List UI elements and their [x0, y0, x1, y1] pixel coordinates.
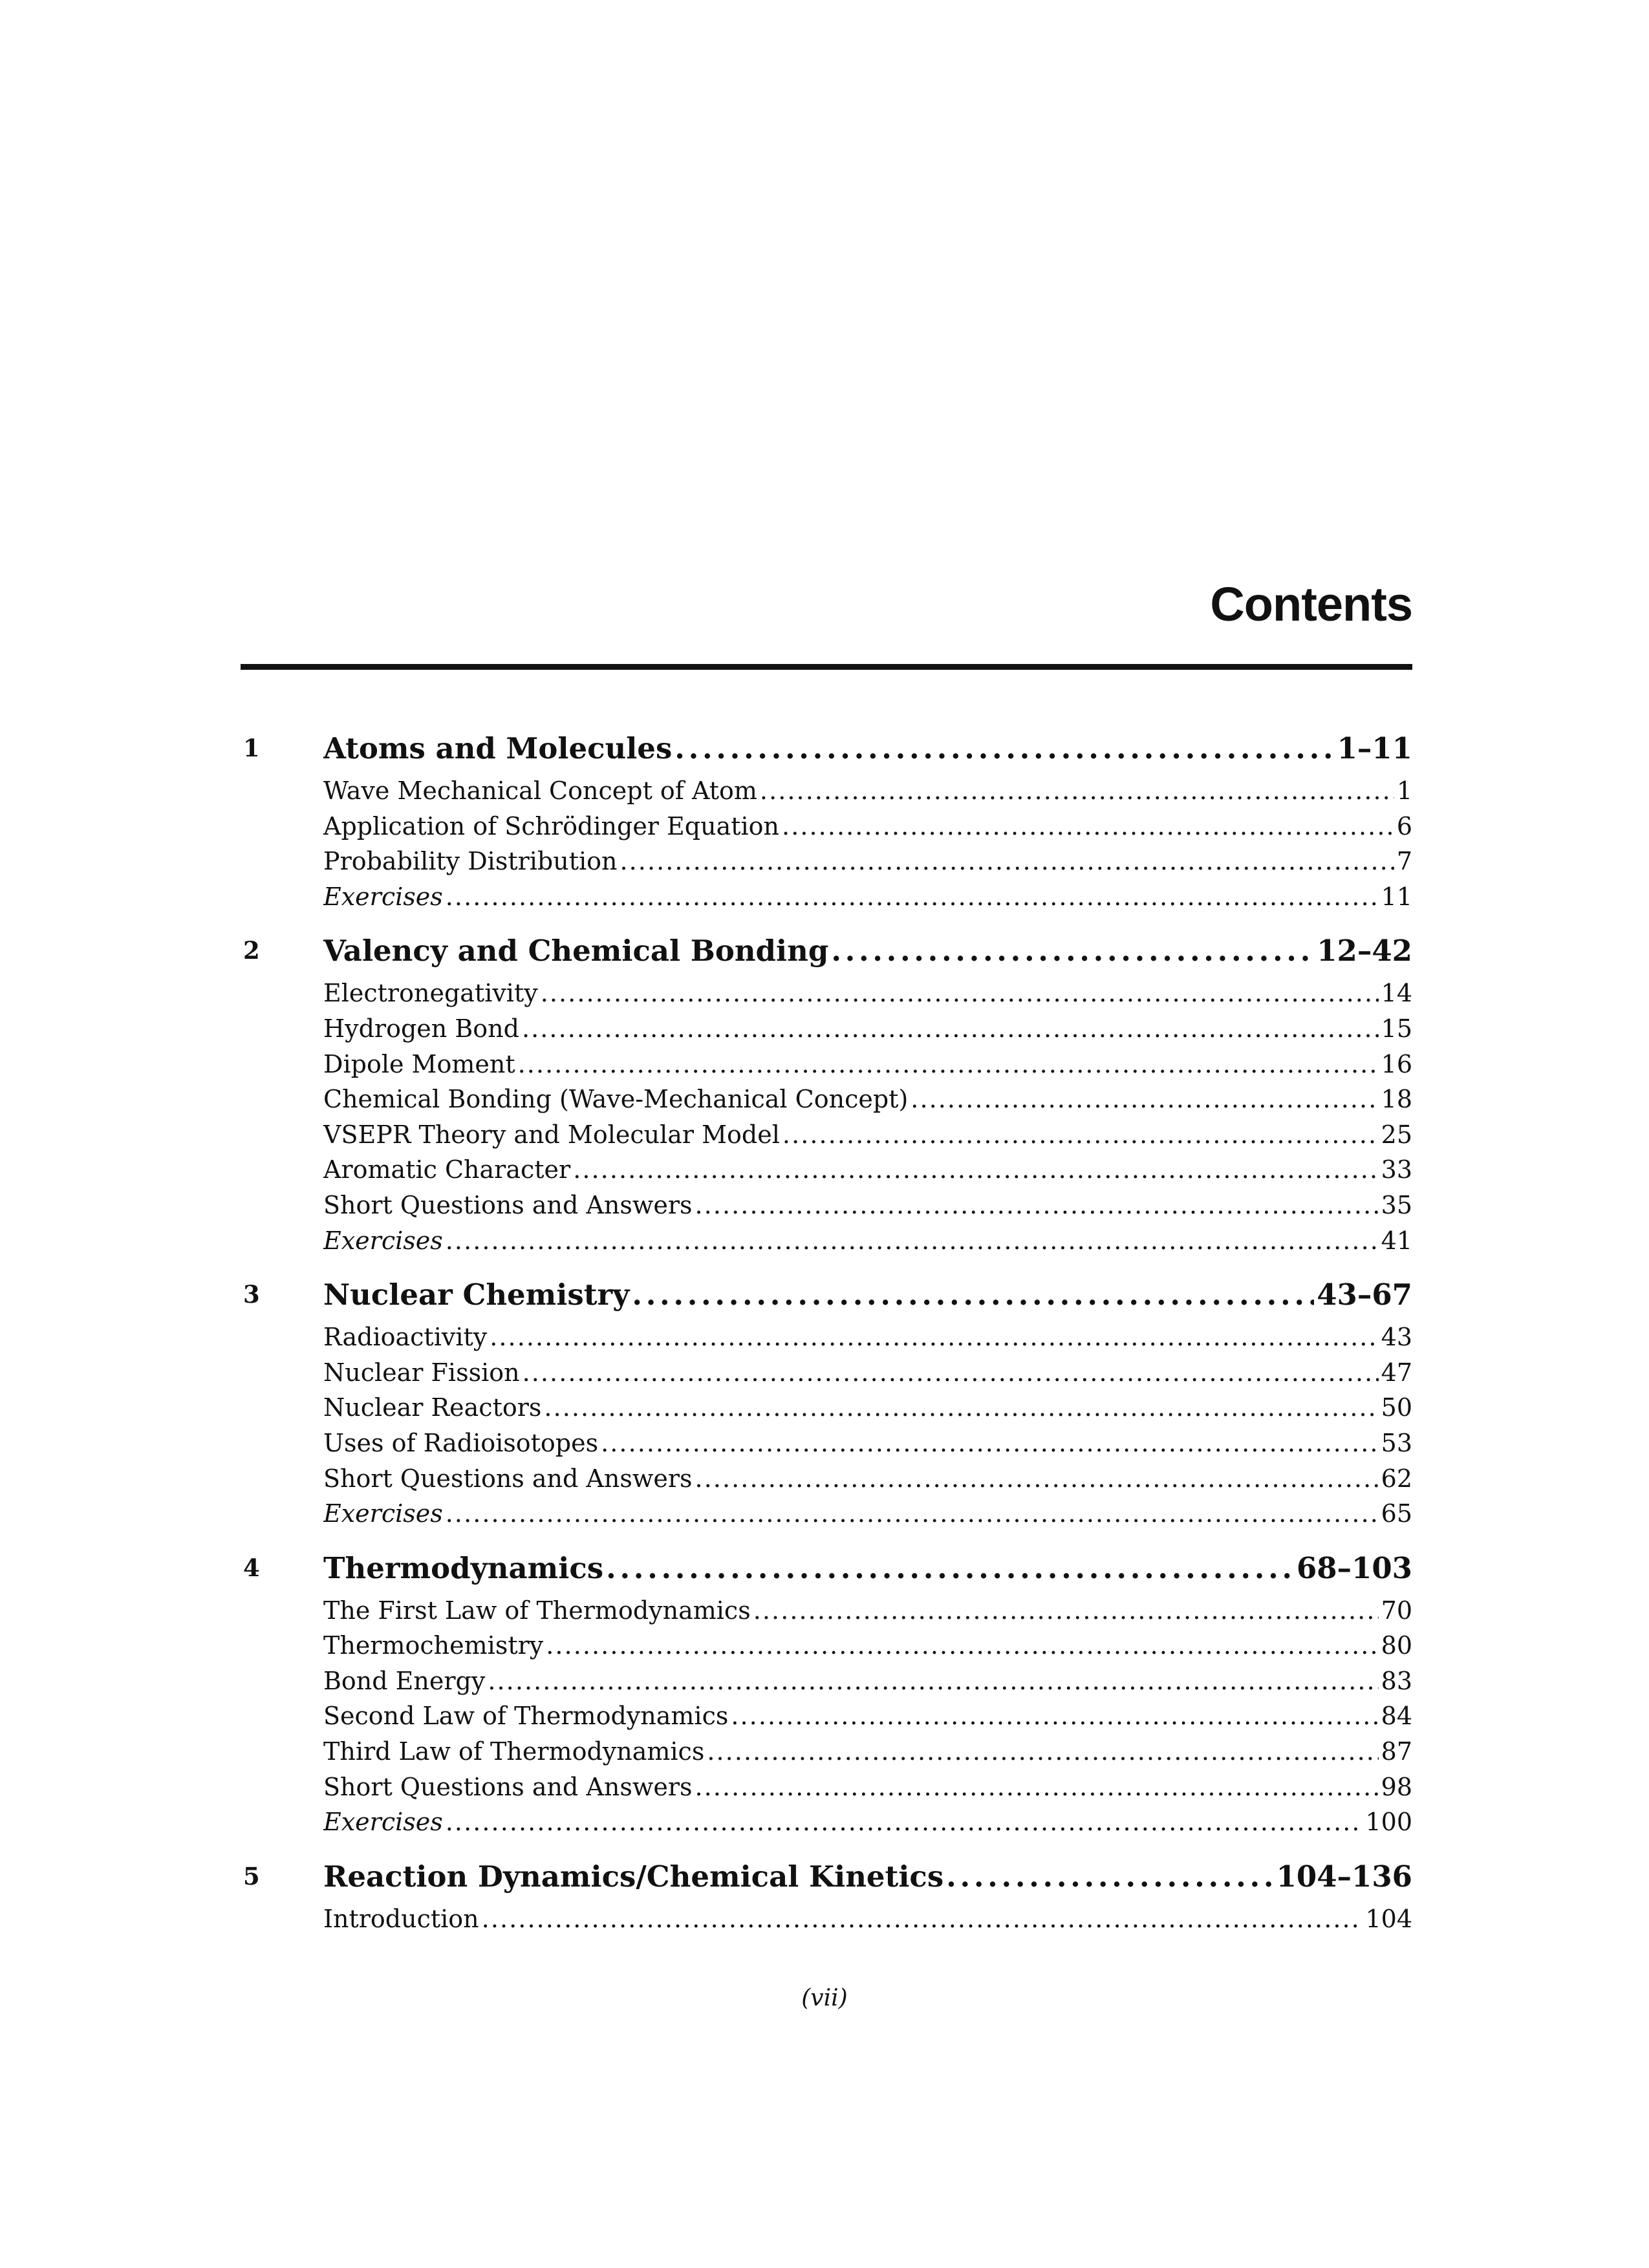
entry-label: Radioactivity [323, 1323, 488, 1352]
entry-label: Nuclear Fission [323, 1358, 520, 1387]
chapter-page-range: 68–103 [1296, 1550, 1412, 1585]
dot-leader [541, 976, 1379, 1011]
chapter-page-range: 12–42 [1317, 934, 1412, 968]
entry-page: 83 [1381, 1666, 1412, 1695]
dot-leader [695, 1770, 1379, 1805]
entry-page: 62 [1381, 1464, 1412, 1493]
toc-entry[interactable] [323, 1426, 1412, 1461]
entry-label: Dipole Moment [323, 1049, 515, 1078]
dot-leader [488, 1664, 1378, 1699]
toc-entry[interactable] [323, 1152, 1412, 1188]
chapter-title: Atoms and Molecules [323, 731, 673, 765]
entry-page: 98 [1381, 1772, 1412, 1801]
entry-page: 65 [1381, 1499, 1412, 1528]
dot-leader [760, 773, 1394, 809]
entry-page: 100 [1365, 1808, 1412, 1837]
chapter-page-range: 1–11 [1337, 731, 1412, 765]
dot-leader [523, 1355, 1379, 1391]
chapter-2 [241, 926, 1412, 1258]
entry-label: Short Questions and Answers [323, 1464, 693, 1493]
entry-label: Exercises [323, 1808, 443, 1837]
entry-page: 41 [1381, 1226, 1412, 1255]
dot-leader [518, 1047, 1379, 1082]
dot-leader [482, 1901, 1363, 1937]
chapter-number: 2 [243, 936, 260, 965]
chapter-heading[interactable] [323, 1544, 1412, 1593]
dot-leader [911, 1082, 1378, 1117]
entry-label: Bond Energy [323, 1666, 486, 1695]
entry-page: 104 [1365, 1904, 1412, 1933]
entry-page: 25 [1381, 1120, 1412, 1149]
toc-entry[interactable] [323, 1082, 1412, 1117]
toc-entry[interactable] [323, 1117, 1412, 1153]
toc-entry[interactable] [323, 1390, 1412, 1426]
toc-entry[interactable] [323, 1901, 1412, 1937]
dot-leader [601, 1426, 1379, 1461]
entry-label: Probability Distribution [323, 847, 618, 876]
entry-label: Third Law of Thermodynamics [323, 1737, 705, 1766]
entry-label: Short Questions and Answers [323, 1190, 693, 1219]
entry-page: 43 [1381, 1323, 1412, 1352]
chapter-page-range: 104–136 [1276, 1859, 1412, 1894]
entry-label: Thermochemistry [323, 1631, 544, 1660]
chapter-number: 1 [243, 734, 260, 762]
toc-entry[interactable] [323, 976, 1412, 1011]
page-title: Contents [1210, 577, 1412, 631]
dot-leader [831, 926, 1314, 976]
dot-leader [707, 1734, 1378, 1770]
chapter-title: Valency and Chemical Bonding [323, 934, 829, 968]
dot-leader [573, 1152, 1378, 1188]
entry-label: Hydrogen Bond [323, 1014, 519, 1043]
dot-leader [546, 1628, 1378, 1664]
dot-leader [674, 724, 1334, 773]
entry-page: 87 [1381, 1737, 1412, 1766]
chapter-number: 3 [243, 1280, 260, 1309]
chapter-5 [241, 1852, 1412, 1937]
dot-leader [446, 1496, 1379, 1532]
entry-label: The First Law of Thermodynamics [323, 1596, 751, 1625]
chapter-number: 4 [243, 1553, 260, 1582]
toc-entry[interactable] [323, 1770, 1412, 1805]
entry-label: Aromatic Character [323, 1155, 571, 1184]
toc-entry[interactable] [323, 1698, 1412, 1734]
entry-page: 18 [1381, 1085, 1412, 1114]
chapter-heading[interactable] [323, 1852, 1412, 1901]
dot-leader [446, 1804, 1363, 1840]
toc-entry[interactable] [323, 773, 1412, 809]
entry-label: Nuclear Reactors [323, 1393, 542, 1422]
entry-page: 15 [1381, 1014, 1412, 1043]
entry-page: 16 [1381, 1049, 1412, 1078]
entry-label: Wave Mechanical Concept of Atom [323, 776, 757, 805]
toc-entry[interactable] [323, 1664, 1412, 1699]
chapter-title: Nuclear Chemistry [323, 1278, 630, 1312]
chapter-heading[interactable] [323, 724, 1412, 773]
toc-entry[interactable] [323, 1734, 1412, 1770]
entry-label: Uses of Radioisotopes [323, 1428, 599, 1457]
entry-label: Exercises [323, 882, 443, 911]
toc-entry[interactable] [323, 879, 1412, 915]
entry-label: Short Questions and Answers [323, 1772, 693, 1801]
entry-page: 33 [1381, 1155, 1412, 1184]
entry-page: 47 [1381, 1358, 1412, 1387]
entry-label: Introduction [323, 1904, 479, 1933]
entry-page: 84 [1381, 1702, 1412, 1731]
toc-entry[interactable] [323, 1461, 1412, 1497]
dot-leader [731, 1698, 1378, 1734]
dot-leader [490, 1320, 1378, 1355]
toc-entry[interactable] [323, 1593, 1412, 1629]
toc-entry[interactable] [323, 1355, 1412, 1391]
dot-leader [446, 879, 1379, 915]
toc-entry[interactable] [323, 1223, 1412, 1259]
entry-page: 80 [1381, 1631, 1412, 1660]
dot-leader [782, 809, 1394, 844]
dot-leader [606, 1544, 1294, 1593]
dot-leader [544, 1390, 1378, 1426]
entry-label: Electronegativity [323, 979, 538, 1008]
chapter-title: Thermodynamics [323, 1550, 604, 1585]
chapter-1 [241, 724, 1412, 914]
chapter-number: 5 [243, 1861, 260, 1890]
toc-entry[interactable] [323, 1011, 1412, 1047]
toc-entry[interactable] [323, 1320, 1412, 1355]
toc-entry[interactable] [323, 1496, 1412, 1532]
toc-entry[interactable] [323, 844, 1412, 879]
entry-label: Exercises [323, 1499, 443, 1528]
dot-leader [446, 1223, 1379, 1259]
chapter-title: Reaction Dynamics/Chemical Kinetics [323, 1859, 944, 1894]
page-folio: (vii) [801, 1985, 848, 2011]
entry-label: Application of Schrödinger Equation [323, 811, 780, 840]
dot-leader [620, 844, 1394, 879]
entry-label: Exercises [323, 1226, 443, 1255]
entry-label: Second Law of Thermodynamics [323, 1702, 729, 1731]
toc-entry[interactable] [323, 809, 1412, 844]
entry-page: 53 [1381, 1428, 1412, 1457]
table-of-contents [241, 724, 1412, 1949]
entry-label: Chemical Bonding (Wave-Mechanical Concept) [323, 1085, 909, 1114]
dot-leader [632, 1270, 1314, 1320]
toc-entry[interactable] [323, 1628, 1412, 1664]
entry-label: VSEPR Theory and Molecular Model [323, 1120, 780, 1149]
dot-leader [695, 1461, 1379, 1497]
toc-entry[interactable] [323, 1804, 1412, 1840]
title-rule [241, 664, 1412, 670]
chapter-3 [241, 1270, 1412, 1532]
entry-page: 6 [1396, 811, 1412, 840]
entry-page: 70 [1381, 1596, 1412, 1625]
chapter-heading[interactable] [323, 1270, 1412, 1320]
dot-leader [946, 1852, 1273, 1901]
dot-leader [522, 1011, 1379, 1047]
dot-leader [782, 1117, 1379, 1153]
entry-page: 1 [1396, 776, 1412, 805]
toc-entry[interactable] [323, 1047, 1412, 1082]
toc-entry[interactable] [323, 1188, 1412, 1223]
entry-page: 35 [1381, 1190, 1412, 1219]
entry-page: 7 [1396, 847, 1412, 876]
dot-leader [695, 1188, 1379, 1223]
chapter-4 [241, 1544, 1412, 1840]
entry-page: 11 [1381, 882, 1412, 911]
dot-leader [753, 1593, 1379, 1629]
chapter-heading[interactable] [323, 926, 1412, 976]
entry-page: 14 [1381, 979, 1412, 1008]
entry-page: 50 [1381, 1393, 1412, 1422]
chapter-page-range: 43–67 [1317, 1278, 1412, 1312]
